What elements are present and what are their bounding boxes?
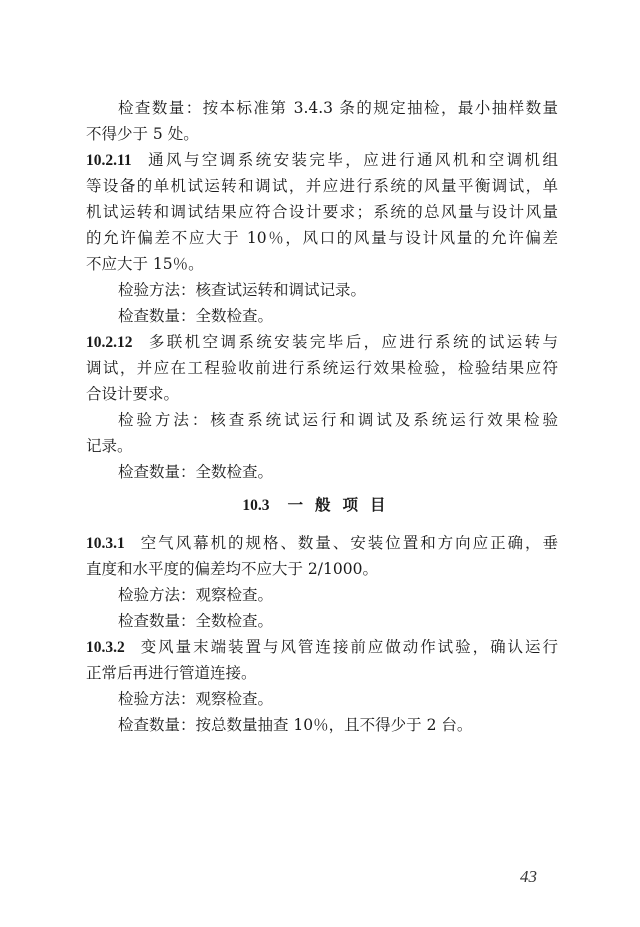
text-line [118, 712, 558, 738]
line-text: 多联机空调系统安装完毕后，应进行系统的试运转与 [146, 333, 558, 351]
text-line [118, 407, 558, 433]
text-line [86, 199, 558, 225]
text-line [118, 608, 558, 634]
text-line [86, 433, 558, 459]
line-text: 空气风幕机的规格、数量、安装位置和方向应正确，垂 [138, 534, 558, 552]
section-heading [0, 492, 640, 519]
line-text: 检验方法：观察检查。 [118, 586, 274, 604]
line-text: 检查数量：按本标准第 3.4.3 条的规定抽检，最小抽样数量 [118, 99, 558, 117]
clause-number: 10.3.1 [86, 535, 125, 552]
clause-line [86, 530, 558, 557]
text-line [118, 303, 558, 329]
text-line [86, 660, 558, 686]
clause-line [86, 329, 558, 356]
text-line [86, 556, 558, 582]
text-line [118, 582, 558, 608]
line-text: 等设备的单机试运转和调试，并应进行系统的风量平衡调试，单 [86, 177, 558, 195]
line-text: 调试，并应在工程验收前进行系统运行效果检验，检验结果应符 [86, 359, 558, 377]
clause-line [86, 147, 558, 174]
text-line [86, 251, 558, 277]
line-text: 检查数量：全数检查。 [118, 612, 274, 630]
line-text: 检验方法：核查系统试运行和调试及系统运行效果检验 [118, 411, 558, 429]
text-line [86, 381, 558, 407]
line-text: 机试运转和调试结果应符合设计要求；系统的总风量与设计风量 [86, 203, 558, 221]
line-text: 检验方法：观察检查。 [118, 690, 274, 708]
clause-number: 10.2.12 [86, 334, 133, 351]
clause-number: 10.2.11 [86, 152, 132, 169]
line-text: 不得少于 5 处。 [86, 125, 199, 143]
text-line [86, 225, 558, 251]
line-text: 不应大于 15％。 [86, 255, 204, 273]
section-number: 10.3 [242, 497, 270, 514]
text-line [118, 686, 558, 712]
text-line [118, 459, 558, 485]
line-text: 检查数量：按总数量抽查 10％，且不得少于 2 台。 [118, 716, 473, 734]
clause-line [86, 634, 558, 661]
line-text: 合设计要求。 [86, 385, 180, 403]
line-text: 直度和水平度的偏差均不应大于 2/1000。 [86, 560, 378, 578]
clause-number: 10.3.2 [86, 639, 125, 656]
text-line [118, 95, 558, 121]
section-title: 一般项目 [287, 495, 398, 514]
line-text: 记录。 [86, 437, 133, 455]
text-line [86, 355, 558, 381]
line-text: 正常后再进行管道连接。 [86, 664, 257, 682]
line-text: 检查数量：全数检查。 [118, 463, 274, 481]
text-line [86, 173, 558, 199]
text-line [86, 121, 558, 147]
line-text: 通风与空调系统安装完毕，应进行通风机和空调机组 [145, 151, 558, 169]
line-text: 的允许偏差不应大于 10％，风口的风量与设计风量的允许偏差 [86, 229, 558, 247]
page-number: 43 [520, 867, 537, 886]
line-text: 变风量末端装置与风管连接前应做动作试验，确认运行 [138, 638, 558, 656]
line-text: 检查数量：全数检查。 [118, 307, 274, 325]
text-line [118, 277, 558, 303]
line-text: 检验方法：核查试运转和调试记录。 [118, 281, 367, 299]
